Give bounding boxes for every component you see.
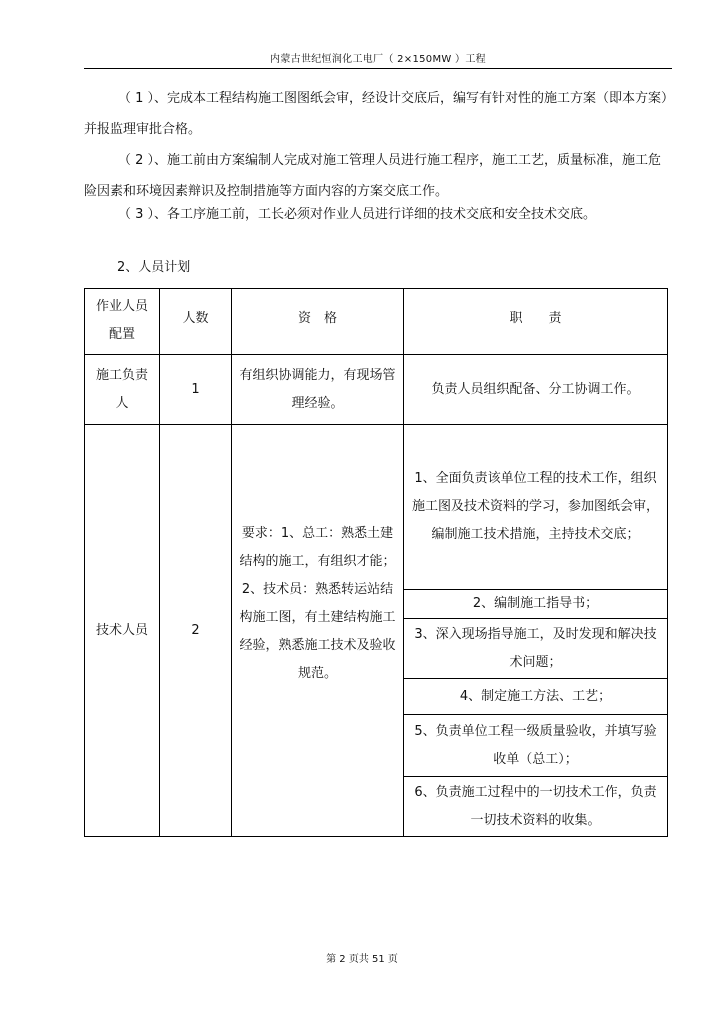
staffing-table <box>84 288 668 837</box>
duty-item: 2、编制施工指导书； <box>404 590 668 619</box>
header-count: 人数 <box>160 289 232 355</box>
duty-item: 1、全面负责该单位工程的技术工作，组织施工图及技术资料的学习，参加图纸会审，编制施工技术措施，主持技术交底； <box>404 425 668 590</box>
paragraph-3-text: （ 3 ）、各工序施工前，工长必须对作业人员进行详细的技术交底和安全技术交底。 <box>118 207 597 222</box>
qualification-line-1: 要求：1、总工：熟悉土建结构的施工，有组织才能； <box>239 526 396 569</box>
paragraph-2 <box>84 145 674 207</box>
row1-count: 1 <box>160 355 232 425</box>
header-duty: 职 责 <box>404 289 668 355</box>
duty-item: 3、深入现场指导施工，及时发现和解决技术问题； <box>404 619 668 679</box>
page-header: 内蒙古世纪恒润化工电厂（ 2×150MW ）工程 <box>270 54 486 65</box>
duty-item: 5、负责单位工程一级质量验收，并填写验收单（总工）； <box>404 715 668 777</box>
row2-qualification <box>232 425 404 837</box>
table-row <box>85 355 668 425</box>
page-footer: 第 2 页共 51 页 <box>326 954 398 965</box>
qualification-line-2: 2、技术员：熟悉转运站结构施工图，有土建结构施工经验，熟悉施工技术及验收规范。 <box>239 582 396 681</box>
section-title: 2、人员计划 <box>117 260 191 275</box>
header-role: 作业人员配置 <box>85 289 160 355</box>
row2-role: 技术人员 <box>85 425 160 837</box>
paragraph-1-text: （ 1 ）、完成本工程结构施工图图纸会审，经设计交底后，编写有针对性的施工方案（即本方案）并报监理审批合格。 <box>84 91 668 137</box>
paragraph-2-text: （ 2 ）、施工前由方案编制人完成对施工管理人员进行施工程序，施工工艺，质量标准，施工危险因素和环境因素辩识及控制措施等方面内容的方案交底工作。 <box>84 153 662 199</box>
row2-count: 2 <box>160 425 232 837</box>
paragraph-1 <box>84 83 674 145</box>
header-divider <box>84 68 672 69</box>
duty-item: 6、负责施工过程中的一切技术工作，负责一切技术资料的收集。 <box>404 777 668 837</box>
row1-duty: 负责人员组织配备、分工协调工作。 <box>404 355 668 425</box>
paragraph-3 <box>84 199 674 230</box>
duty-item: 4、制定施工方法、工艺； <box>404 679 668 715</box>
row1-role: 施工负责人 <box>85 355 160 425</box>
table-row <box>85 425 668 590</box>
header-qualification: 资 格 <box>232 289 404 355</box>
row1-qualification: 有组织协调能力，有现场管理经验。 <box>232 355 404 425</box>
table-header-row <box>85 289 668 355</box>
